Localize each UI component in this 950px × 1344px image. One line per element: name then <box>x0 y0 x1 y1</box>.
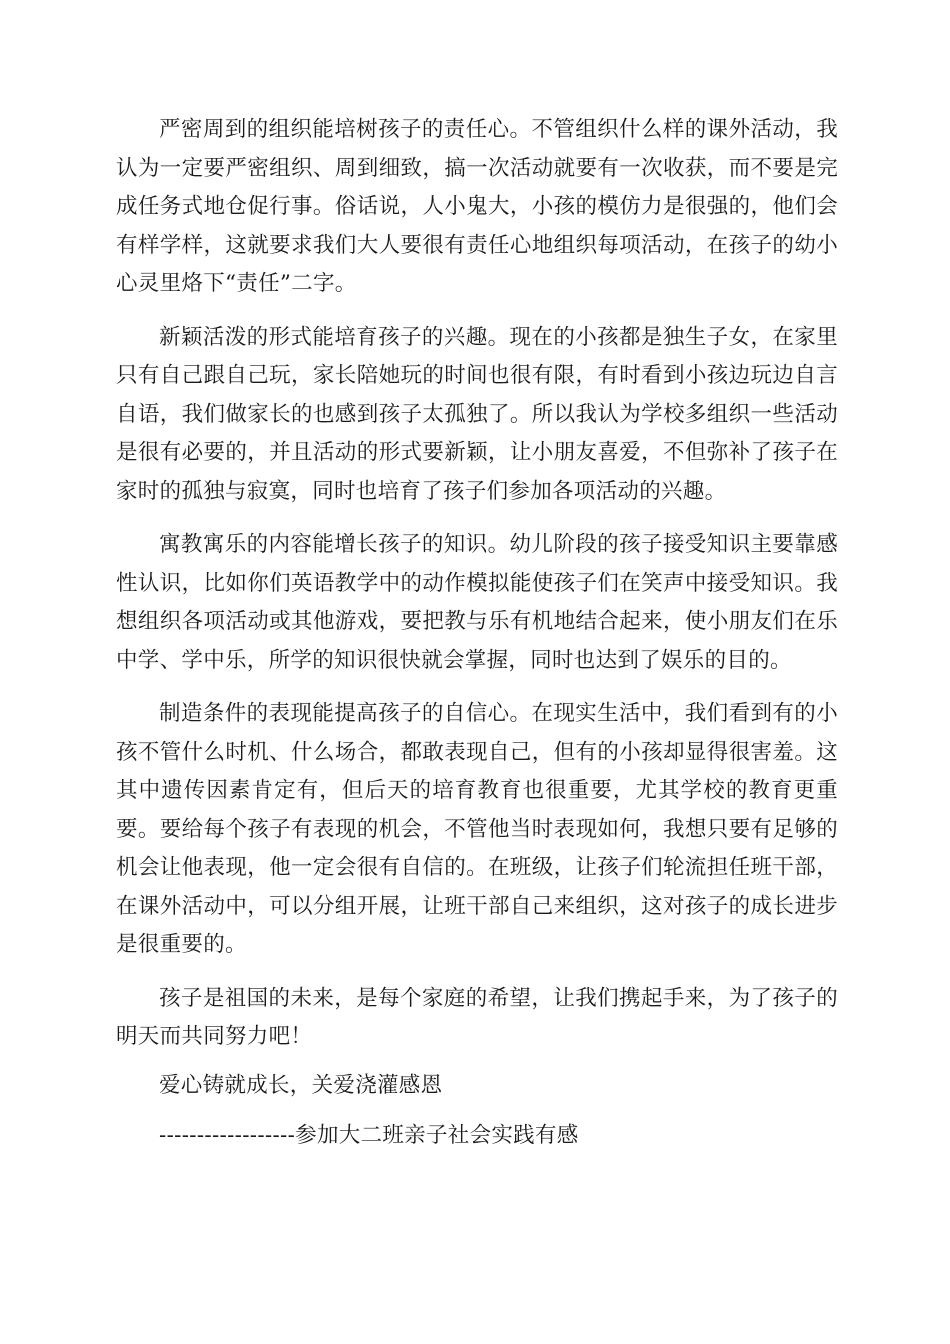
paragraph-confidence: 制造条件的表现能提高孩子的自信心。在现实生活中，我们看到有的小孩不管什么时机、什么场合，都敢表现自己，但有的小孩却显得很害羞。这其中遗传因素肯定有，但后天的培育教育也很重要，尤其学校的教育更重要。要给每个孩子有表现的机会，不管他当时表现如何，我想只要有足够的机会让他表现，他一定会很有自信的。在班级，让孩子们轮流担任班干部，在课外活动中，可以分组开展，让班干部自己来组织，这对孩子的成长进步是很重要的。 <box>116 701 838 957</box>
paragraph-interest: 新颖活泼的形式能培育孩子的兴趣。现在的小孩都是独生子女，在家里只有自己跟自己玩，家长陪她玩的时间也很有限，有时看到小孩边玩边自言自语，我们做家长的也感到孩子太孤独了。所以我认为学校多组织一些活动是很有必要的，并且活动的形式要新颖，让小朋友喜爱，不但弥补了孩子在家时的孤独与寂寞，同时也培育了孩子们参加各项活动的兴趣。 <box>116 324 838 504</box>
paragraph-knowledge: 寓教寓乐的内容能增长孩子的知识。幼儿阶段的孩子接受知识主要靠感性认识，比如你们英语教学中的动作模拟能使孩子们在笑声中接受知识。我想组织各项活动或其他游戏，要把教与乐有机地结合起来，使小朋友们在乐中学、学中乐，所学的知识很快就会掌握，同时也达到了娱乐的目的。 <box>116 532 838 673</box>
paragraph-conclusion: 孩子是祖国的未来，是每个家庭的希望，让我们携起手来，为了孩子的明天而共同努力吧！ <box>116 985 838 1049</box>
signature-line: ------------------参加大二班亲子社会实践有感 <box>159 1123 579 1148</box>
document-body <box>116 111 838 1168</box>
paragraph-responsibility: 严密周到的组织能培树孩子的责任心。不管组织什么样的课外活动，我认为一定要严密组织、周到细致，搞一次活动就要有一次收获，而不要是完成任务式地仓促行事。俗话说，人小鬼大，小孩的模仿力是很强的，他们会有样学样，这就要求我们大人要很有责任心地组织每项活动，在孩子的幼小心灵里烙下“责任”二字。 <box>116 117 838 296</box>
heading-line: 爱心铸就成长，关爱浇灌感恩 <box>159 1072 443 1098</box>
